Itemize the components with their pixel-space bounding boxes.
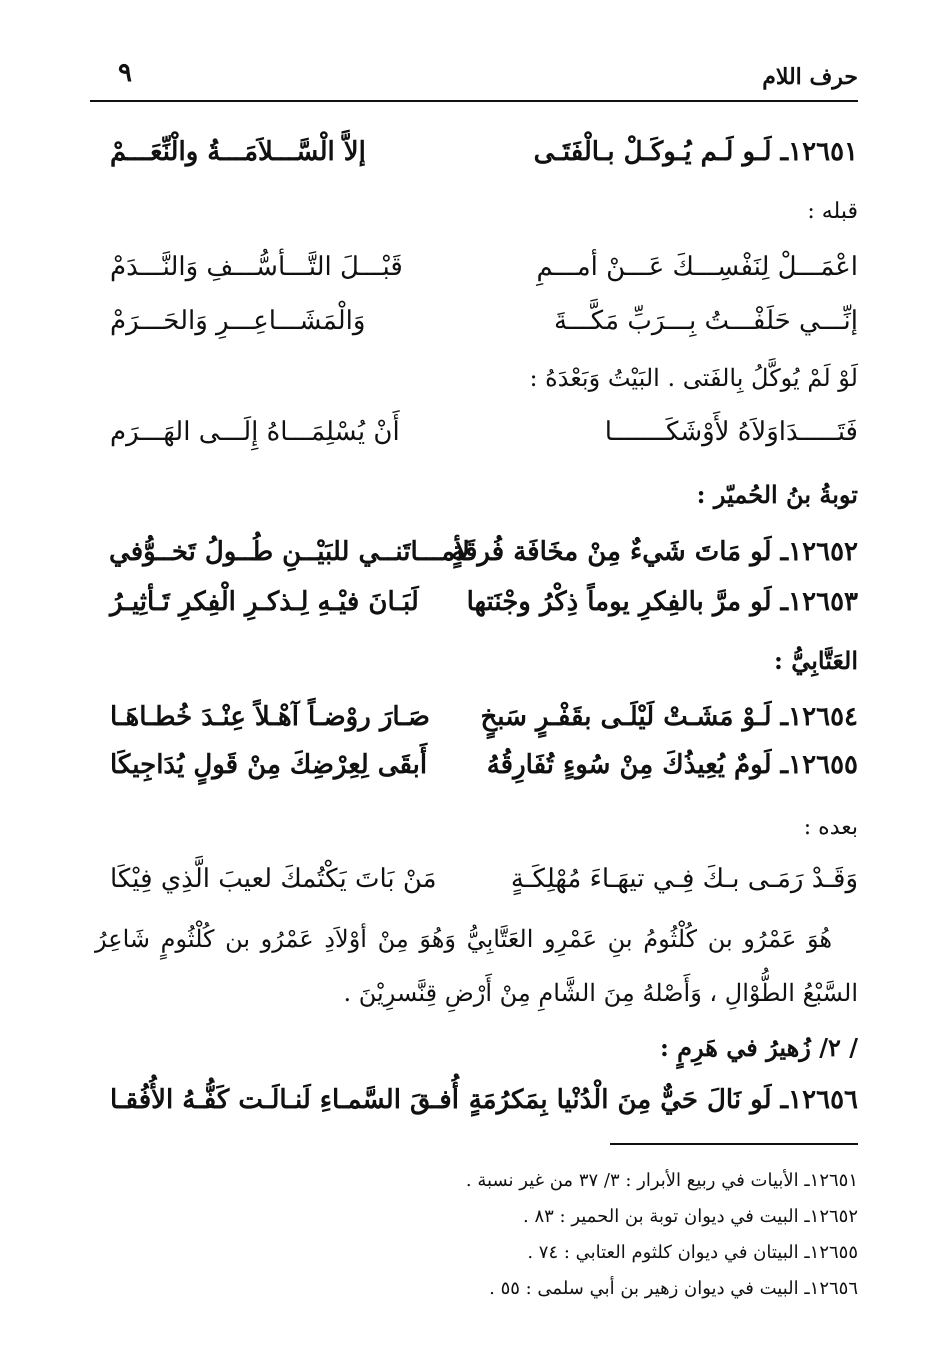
footnote: ١٢٦٥٦ـ البيت في ديوان زهير بن أبي سلمى : ٥٥ . xyxy=(489,1278,858,1299)
poet-label-tawba: توبةُ بنُ الحُميّر : xyxy=(696,480,858,509)
verse-first-hemistich: وَقَـدْ رَمَـى بـكَ فِـي تيهَـاءَ مُهْلِكَـةٍ xyxy=(510,864,858,894)
verse-first-hemistich: ١٢٦٥٣ـ لَو مرَّ بالفِكرِ يوماً ذِكْرُ وجْنَتها xyxy=(466,587,858,617)
footnote: ١٢٦٥٥ـ البيتان في ديوان كلثوم العتابي : ٧٤ . xyxy=(527,1242,858,1263)
page-number: ٩ xyxy=(118,58,132,88)
verse-12656 xyxy=(110,1078,858,1122)
header-divider xyxy=(90,100,858,102)
verse-first-hemistich: ١٢٦٥٥ـ لَومٌ يُعِيذُكَ مِنْ سُوءٍ تُفَارِقُهُ xyxy=(486,750,858,780)
verse-after-12655 xyxy=(110,857,858,901)
footnote-divider xyxy=(610,1143,858,1145)
attabi-biography: هُوَ عَمْرُو بن كُلْثُومُ بنِ عَمْرِو العَتَّابِيُّ وَهُوَ مِنْ أوْلاَدِ عَمْرُو بن كُلْثُومٍ شَاعِرُ السَّبْعُ الطُّوْالِ ، وَأَصْلهُ مِنَ الشَّامِ مِنْ أَرْضِ قِنَّسرِيْنَ . xyxy=(95,925,858,1007)
verse-second-hemistich: لَبَـانَ فيْـهِ لِـذكـرِ الْفِكرِ تَـأثِيـرُ xyxy=(110,587,419,617)
verse-12653 xyxy=(110,580,858,624)
page-header-title: حرف اللام xyxy=(762,64,858,90)
verse-second-hemistich: صَـارَ روْضـاً آهْـلاً عِنْـدَ خُطـاهَـا xyxy=(110,702,430,732)
label-qablahu: قبله : xyxy=(807,199,858,224)
footnote: ١٢٦٥١ـ الأبيات في ربيع الأبرار : ٣/ ٣٧ من غير نسبة . xyxy=(465,1170,858,1191)
verse-second-hemistich: لأمـــاتَنــي للبَيْــنِ طُــولُ تَخــوُّفي xyxy=(109,537,470,567)
verse-second-hemistich: إلاَّ الْسَّـــلاَمَـــةُ والْنِّعَـــمْ xyxy=(110,137,366,167)
label-after-verse: لَوْ لَمْ يُوكَّلُ بِالفَتى . البَيْتُ وَبَعْدَهُ : xyxy=(529,364,858,392)
verse-first-hemistich: ١٢٦٥١ـ لَـو لَـم يُـوكَـلْ بـالْفَتَـى xyxy=(533,137,858,167)
verse-second-hemistich: مَنْ بَاتَ يَكْتُمكَ لعيبَ الَّذِي فِيْكَا xyxy=(110,864,437,894)
poet-label-zuhair: / ٢/ زُهيرُ في هَرِمٍ : xyxy=(659,1033,858,1062)
verse-before-1 xyxy=(110,245,858,289)
verse-second-hemistich: قَبْـــلَ التَّـــأسُّـــفِ وَالنَّـــدَمْ xyxy=(110,252,403,282)
verse-12655 xyxy=(110,743,858,787)
verse-first-hemistich: اعْمَـــلْ لِنَفْسِـــكَ عَـــنْ أمـــمِ xyxy=(536,252,858,282)
footnote: ١٢٦٥٢ـ البيت في ديوان توبة بن الحمير : ٨٣ . xyxy=(523,1206,858,1227)
verse-second-hemistich: وَالْمَشَـــاعِـــرِ وَالحَـــرَمْ xyxy=(110,306,366,336)
verse-first-hemistich: ١٢٦٥٢ـ لَو مَاتَ شَيءٌ مِنْ مخَافَة فُرقَةٍ xyxy=(451,537,858,567)
verse-12654 xyxy=(110,695,858,739)
verse-second-hemistich: أَبقَى لِعِرْضِكَ مِنْ قَولٍ يُدَاجِيكَا xyxy=(110,750,428,780)
label-badahu: بعده : xyxy=(803,815,858,840)
poet-label-attabi: العَتَّابِيُّ : xyxy=(773,646,858,675)
verse-first-hemistich: إنِّـــي حَلَفْـــتُ بِـــرَبِّ مَكَّـــةَ xyxy=(554,306,858,336)
verse-before-2 xyxy=(110,299,858,343)
verse-after-1 xyxy=(110,410,858,454)
verse-second-hemistich: أَنْ يُسْلِمَـــاهُ إِلَـــى الهَـــرَم xyxy=(110,417,400,447)
verse-12651 xyxy=(110,130,858,174)
verse-first-hemistich: ١٢٦٥٦ـ لَو نَالَ حَيٌّ مِنَ الْدُنْيا بِمَكرُمَةٍ xyxy=(468,1085,858,1115)
verse-first-hemistich: فَتَـــــدَاوَلاَهُ لأَوْشَكَـــــــا xyxy=(604,417,858,447)
verse-second-hemistich: أُفـقَ السَّمـاءِ لَنـالَـت كَفُّـهُ الأُفُقـا xyxy=(110,1085,459,1115)
verse-12652 xyxy=(110,530,858,574)
verse-first-hemistich: ١٢٦٥٤ـ لَـوْ مَشَـتْ لَيْلَـى بقَفْـرٍ سَبخٍ xyxy=(480,702,858,732)
